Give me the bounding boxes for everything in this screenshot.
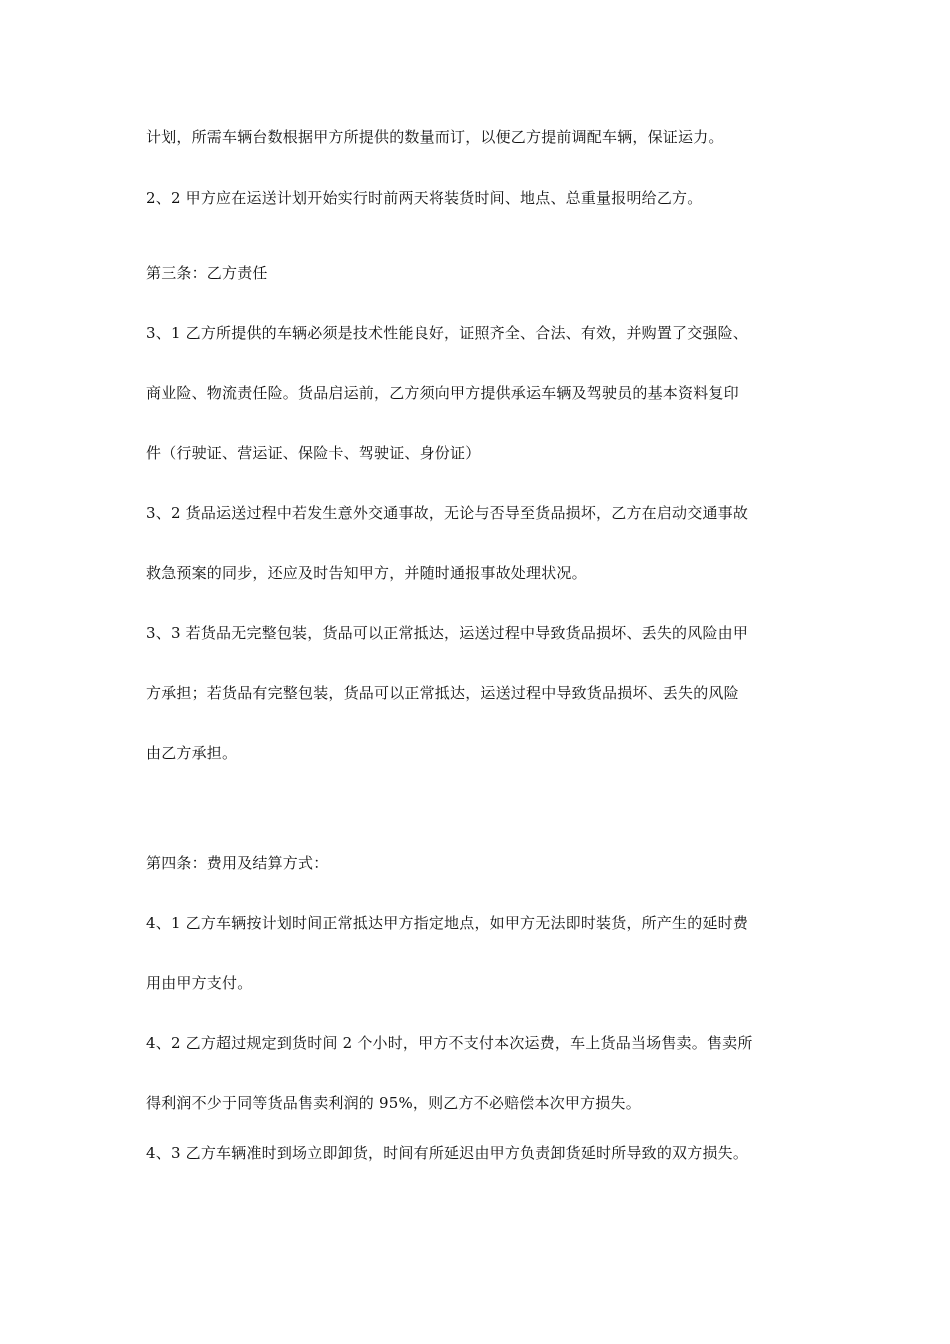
text-line: 3、1 乙方所提供的车辆必须是技术性能良好，证照齐全、合法、有效，并购置了交强险、 (146, 324, 749, 342)
text-line: 4、3 乙方车辆准时到场立即卸货，时间有所延迟由甲方负责卸货延时所导致的双方损失。 (146, 1144, 749, 1162)
text-line: 得利润不少于同等货品售卖利润的 95%，则乙方不必赔偿本次甲方损失。 (146, 1094, 641, 1112)
text-line: 件（行驶证、营运证、保险卡、驾驶证、身份证） (146, 444, 481, 462)
text-line: 3、3 若货品无完整包装，货品可以正常抵达，运送过程中导致货品损坏、丢失的风险由甲 (146, 624, 749, 642)
text-line: 救急预案的同步，还应及时告知甲方，并随时通报事故处理状况。 (146, 564, 587, 582)
text-line: 计划，所需车辆台数根据甲方所提供的数量而订，以便乙方提前调配车辆，保证运力。 (146, 128, 724, 146)
text-line: 方承担；若货品有完整包装，货品可以正常抵达，运送过程中导致货品损坏、丢失的风险 (146, 684, 739, 702)
text-line: 4、1 乙方车辆按计划时间正常抵达甲方指定地点，如甲方无法即时装货，所产生的延时费 (146, 914, 749, 932)
text-line: 用由甲方支付。 (146, 974, 253, 992)
text-line: 2、2 甲方应在运送计划开始实行时前两天将装货时间、地点、总重量报明给乙方。 (146, 189, 703, 207)
text-line: 4、2 乙方超过规定到货时间 2 个小时，甲方不支付本次运费，车上货品当场售卖。售卖所 (146, 1034, 753, 1052)
text-line: 由乙方承担。 (146, 744, 238, 762)
text-line: 商业险、物流责任险。货品启运前，乙方须向甲方提供承运车辆及驾驶员的基本资料复印 (146, 384, 739, 402)
section-heading-3: 第三条：乙方责任 (146, 264, 268, 282)
section-heading-4: 第四条：费用及结算方式： (146, 854, 329, 872)
text-line: 3、2 货品运送过程中若发生意外交通事故，无论与否导至货品损坏，乙方在启动交通事故 (146, 504, 749, 522)
